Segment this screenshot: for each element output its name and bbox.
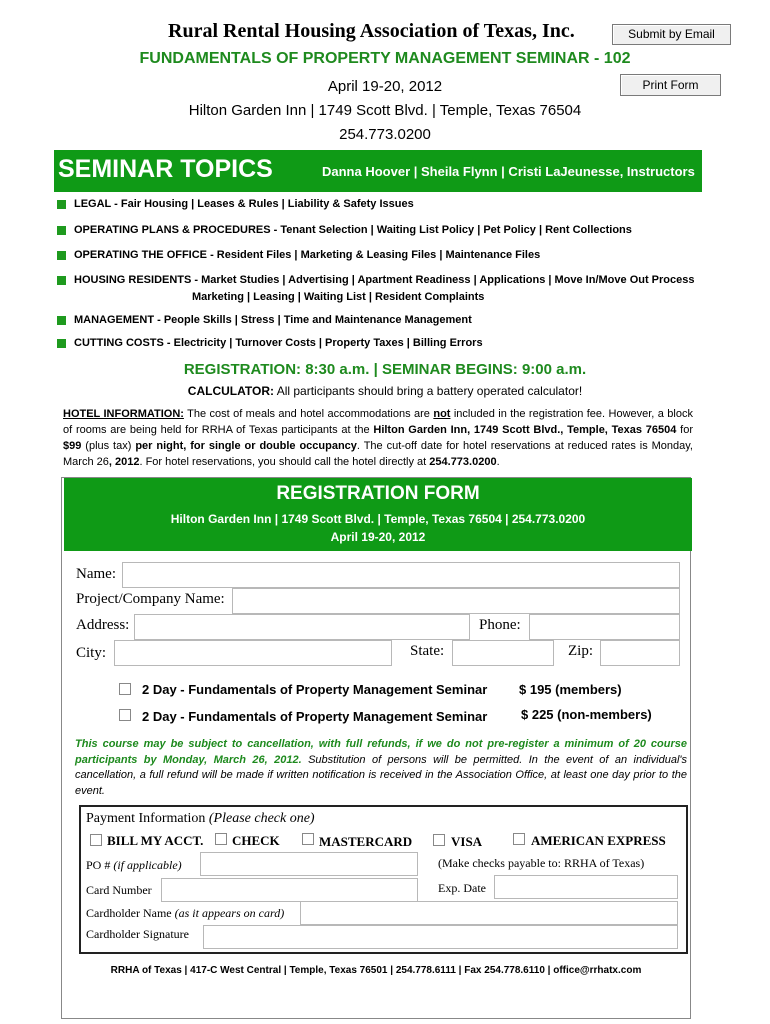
- hotel-text: . The cut-off date for hotel reservations at reduced rates is Monday, March 26: [63, 440, 693, 468]
- payment-title: [86, 811, 315, 827]
- member-option-checkbox[interactable]: [119, 683, 131, 695]
- state-field[interactable]: [452, 640, 554, 666]
- po-field[interactable]: [200, 852, 418, 876]
- check-label: CHECK: [232, 833, 280, 848]
- topics-title: SEMINAR TOPICS: [58, 155, 273, 183]
- check-checkbox[interactable]: [215, 833, 227, 845]
- address-label: Address:: [76, 617, 130, 633]
- hotel-not: not: [433, 408, 451, 420]
- exp-date-field[interactable]: [494, 875, 678, 899]
- company-field[interactable]: [232, 588, 680, 614]
- topics-bar: [54, 150, 702, 192]
- bullet-square-icon: [57, 276, 66, 285]
- hotel-label: HOTEL INFORMATION:: [63, 408, 184, 420]
- visa-checkbox[interactable]: [433, 834, 445, 846]
- bullet-square-icon: [57, 251, 66, 260]
- topic-label: OPERATING PLANS & PROCEDURES - Tenant Selection | Waiting List Policy | Pet Policy | Rent Collections: [74, 224, 632, 236]
- company-label: Project/Company Name:: [76, 591, 225, 607]
- seminar-phone: 254.773.0200: [339, 126, 431, 143]
- hotel-info: [63, 406, 693, 470]
- registration-form-title: REGISTRATION FORM: [276, 483, 480, 504]
- print-form-button[interactable]: Print Form: [620, 74, 721, 96]
- hotel-text: .: [496, 456, 500, 468]
- cardholder-name-field[interactable]: [300, 901, 678, 925]
- phone-field[interactable]: [529, 614, 680, 640]
- visa-label: VISA: [451, 834, 483, 849]
- registration-form-header: [64, 478, 692, 551]
- instructors: Danna Hoover | Sheila Flynn | Cristi LaJeunesse, Instructors: [322, 164, 695, 179]
- cardholder-name-note: (as it appears on card): [174, 906, 285, 920]
- substitution-policy: Substitution of persons will be permitted. In the event of an individual's cancellation, a full refund will be made if written notification is received in the Association Office, at least one day prior to the event.: [75, 753, 687, 797]
- topic-label: HOUSING RESIDENTS - Market Studies | Advertising | Apartment Readiness | Applications | Move In/Move Out Process: [74, 274, 695, 286]
- hotel-venue: Hilton Garden Inn, 1749 Scott Blvd., Temple, Texas 76504: [373, 424, 677, 436]
- calculator-note: [0, 384, 770, 398]
- topic-management: [57, 314, 472, 326]
- city-field[interactable]: [114, 640, 392, 666]
- name-label: Name:: [76, 566, 116, 582]
- payment-title-note: (Please check one): [208, 811, 315, 826]
- nonmember-option-price: $ 225 (non-members): [521, 707, 652, 722]
- check-payable-note: (Make checks payable to: RRHA of Texas): [438, 856, 645, 870]
- org-name: Rural Rental Housing Association of Texas, Inc.: [168, 20, 575, 42]
- seminar-venue: Hilton Garden Inn | 1749 Scott Blvd. | Temple, Texas 76504: [188, 102, 582, 119]
- topic-label: OPERATING THE OFFICE - Resident Files | Marketing & Leasing Files | Maintenance Files: [74, 249, 541, 261]
- card-number-label: Card Number: [86, 883, 152, 897]
- city-label: City:: [76, 645, 107, 661]
- footer-contact: RRHA of Texas | 417-C West Central | Temple, Texas 76501 | 254.778.6111 | Fax 254.778.6110 | office@rrhatx.com: [110, 965, 642, 976]
- signature-label: Cardholder Signature: [86, 927, 189, 941]
- calculator-label: CALCULATOR:: [187, 384, 275, 398]
- topic-cutting-costs: [57, 337, 483, 349]
- member-option-label: 2 Day - Fundamentals of Property Management Seminar: [142, 682, 488, 697]
- member-option-price: $ 195 (members): [519, 682, 622, 697]
- seminar-title: FUNDAMENTALS OF PROPERTY MANAGEMENT SEMINAR - 102: [139, 50, 631, 67]
- topic-operating-office: [57, 249, 540, 261]
- bullet-square-icon: [57, 226, 66, 235]
- hotel-text: included in the registration fee. However, a block of rooms are being held for RRHA of Texas participants at the: [63, 408, 693, 436]
- mastercard-label: MASTERCARD: [319, 834, 413, 849]
- hotel-text: The cost of meals and hotel accommodations are: [183, 408, 434, 420]
- topic-label: Marketing | Leasing | Waiting List | Resident Complaints: [192, 291, 485, 303]
- topic-label: CUTTING COSTS - Electricity | Turnover Costs | Property Taxes | Billing Errors: [74, 337, 483, 349]
- po-label: [86, 858, 182, 873]
- topic-operating-plans: [57, 224, 632, 236]
- amex-label: AMERICAN EXPRESS: [531, 833, 666, 848]
- po-label-text: PO #: [86, 858, 111, 872]
- cardholder-name-text: Cardholder Name: [86, 906, 172, 920]
- mastercard-checkbox[interactable]: [302, 833, 314, 845]
- cardholder-name-label: [86, 906, 284, 921]
- state-label: State:: [410, 643, 445, 659]
- cancellation-notice: [75, 737, 687, 799]
- card-number-field[interactable]: [161, 878, 418, 902]
- topic-housing-residents: [57, 274, 695, 286]
- name-field[interactable]: [122, 562, 680, 588]
- bill-account-checkbox[interactable]: [90, 834, 102, 846]
- amex-checkbox[interactable]: [513, 833, 525, 845]
- topic-housing-residents-cont: [192, 291, 484, 303]
- hotel-price: $99: [63, 440, 82, 452]
- nonmember-option-label: 2 Day - Fundamentals of Property Management Seminar: [142, 709, 488, 724]
- zip-field[interactable]: [600, 640, 680, 666]
- hotel-year: , 2012: [108, 456, 140, 468]
- payment-title-text: Payment Information: [86, 811, 206, 826]
- po-note: (if applicable): [113, 858, 182, 872]
- signature-field[interactable]: [203, 925, 678, 949]
- bill-account-label: BILL MY ACCT.: [107, 833, 204, 848]
- calculator-text: All participants should bring a battery operated calculator!: [276, 384, 583, 398]
- exp-date-label: Exp. Date: [438, 881, 486, 895]
- hotel-phone: 254.773.0200: [429, 456, 497, 468]
- hotel-text: . For hotel reservations, you should call the hotel directly at: [139, 456, 430, 468]
- zip-label: Zip:: [568, 643, 593, 659]
- bullet-square-icon: [57, 316, 66, 325]
- registration-form-venue: Hilton Garden Inn | 1749 Scott Blvd. | Temple, Texas 76504 | 254.773.0200: [170, 512, 586, 526]
- hotel-text: for: [676, 424, 693, 436]
- submit-by-email-button[interactable]: Submit by Email: [612, 24, 731, 45]
- address-field[interactable]: [134, 614, 470, 640]
- registration-time: REGISTRATION: 8:30 a.m. | SEMINAR BEGINS: 9:00 a.m.: [183, 361, 587, 378]
- cancellation-policy: This course may be subject to cancellation, with full refunds, if we do not pre-register a minimum of 20 course participants by Monday, March 26, 2012.: [75, 738, 687, 766]
- topic-legal: [57, 198, 414, 210]
- seminar-date: April 19-20, 2012: [327, 78, 443, 95]
- hotel-text: (plus tax): [81, 440, 136, 452]
- nonmember-option-checkbox[interactable]: [119, 709, 131, 721]
- topic-label: MANAGEMENT - People Skills | Stress | Time and Maintenance Management: [74, 314, 472, 326]
- bullet-square-icon: [57, 339, 66, 348]
- topic-label: LEGAL - Fair Housing | Leases & Rules | Liability & Safety Issues: [74, 198, 414, 210]
- phone-label: Phone:: [479, 617, 521, 633]
- registration-form-date: April 19-20, 2012: [330, 530, 426, 544]
- hotel-rate-note: per night, for single or double occupancy: [135, 440, 357, 452]
- bullet-square-icon: [57, 200, 66, 209]
